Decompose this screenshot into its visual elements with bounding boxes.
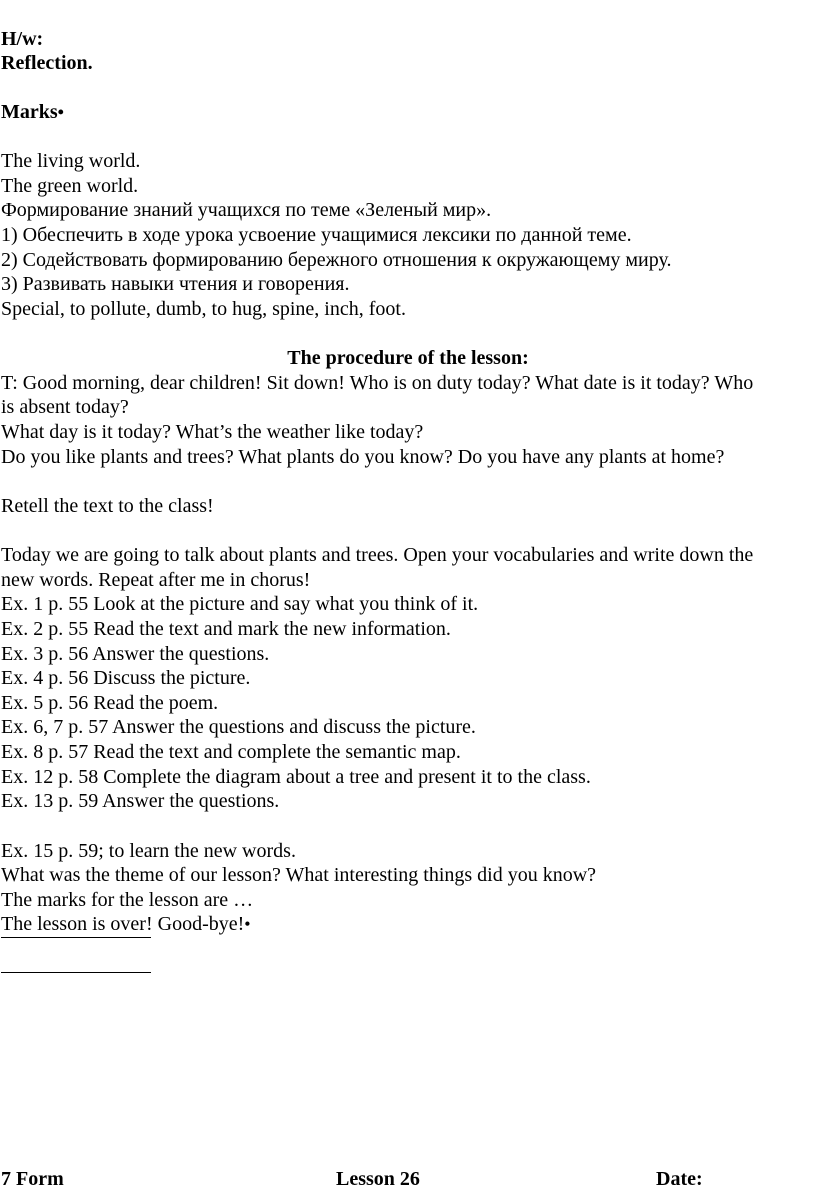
- closing-line: [1, 912, 251, 936]
- homework-line: Ex. 15 p. 59; to learn the new words.: [1, 840, 296, 862]
- reflection-label: Reflection.: [1, 52, 93, 74]
- intro-line-2: new words. Repeat after me in chorus!: [1, 569, 311, 591]
- marks-label: [1, 100, 64, 124]
- footer-date: Date:: [656, 1168, 703, 1190]
- separator-rule: [1, 937, 151, 938]
- vocabulary-list: Special, to pollute, dumb, to hug, spine, inch, foot.: [1, 298, 406, 320]
- footer-form: 7 Form: [1, 1168, 64, 1190]
- theme-living-world: The living world.: [1, 150, 141, 172]
- procedure-title: The procedure of the lesson:: [287, 347, 529, 369]
- marks-text: Marks: [1, 101, 58, 123]
- objective-3: 3) Развивать навыки чтения и говорения.: [1, 273, 350, 295]
- greeting-line-1: T: Good morning, dear children! Sit down! Who is on duty today? What date is it today? Who: [1, 372, 754, 394]
- exercise-item: Ex. 1 p. 55 Look at the picture and say what you think of it.: [1, 593, 479, 615]
- exercise-item: Ex. 2 p. 55 Read the text and mark the new information.: [1, 618, 451, 640]
- question-day: What day is it today? What’s the weather like today?: [1, 421, 424, 443]
- exercise-item: Ex. 6, 7 p. 57 Answer the questions and discuss the picture.: [1, 716, 476, 738]
- exercise-item: Ex. 8 p. 57 Read the text and complete the semantic map.: [1, 741, 461, 763]
- objective-2: 2) Содействовать формированию бережного отношения к окружающему миру.: [1, 249, 672, 271]
- objective-1: 1) Обеспечить в ходе урока усвоение учащимися лексики по данной теме.: [1, 224, 632, 246]
- exercise-item: Ex. 12 p. 58 Complete the diagram about a tree and present it to the class.: [1, 766, 591, 788]
- separator-rule: [1, 972, 151, 973]
- theme-question: What was the theme of our lesson? What interesting things did you know?: [1, 864, 597, 886]
- intro-line-1: Today we are going to talk about plants and trees. Open your vocabularies and write down the: [1, 544, 754, 566]
- footer-lesson: Lesson 26: [336, 1168, 420, 1190]
- exercise-item: Ex. 4 p. 56 Discuss the picture.: [1, 667, 251, 689]
- closing-text: The lesson is over! Good-bye!: [1, 913, 245, 935]
- lesson-aim: Формирование знаний учащихся по теме «Зеленый мир».: [1, 199, 492, 221]
- marks-statement: The marks for the lesson are …: [1, 889, 254, 911]
- greeting-line-2: is absent today?: [1, 396, 129, 418]
- exercise-item: Ex. 13 p. 59 Answer the questions.: [1, 790, 280, 812]
- retell-instruction: Retell the text to the class!: [1, 495, 214, 517]
- hw-label: H/w:: [1, 28, 44, 50]
- exercise-item: Ex. 3 p. 56 Answer the questions.: [1, 643, 270, 665]
- bullet-icon: •: [57, 102, 64, 122]
- bullet-icon: •: [244, 914, 251, 934]
- question-plants: Do you like plants and trees? What plants do you know? Do you have any plants at home?: [1, 446, 725, 468]
- theme-green-world: The green world.: [1, 175, 139, 197]
- exercise-item: Ex. 5 p. 56 Read the poem.: [1, 692, 219, 714]
